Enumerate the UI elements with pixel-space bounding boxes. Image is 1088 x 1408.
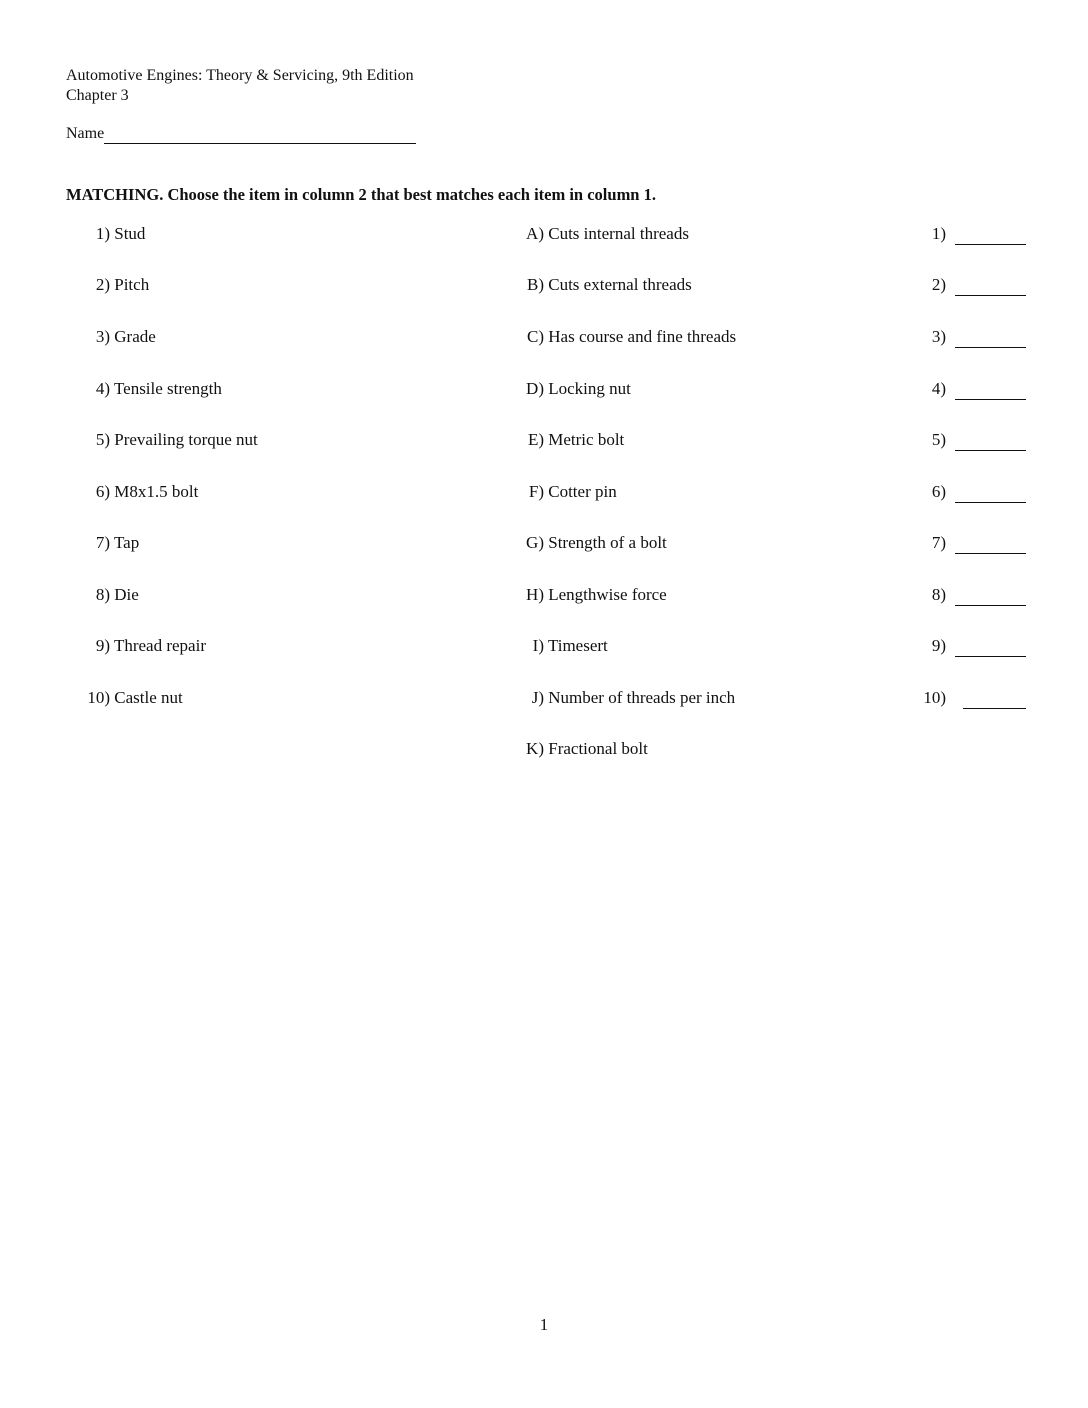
column2-item	[500, 378, 631, 400]
answer-number: 1)	[931, 224, 946, 243]
column1-item	[0, 584, 183, 606]
column1-item-text: Die	[114, 585, 139, 604]
column2-item	[500, 635, 608, 657]
answer-blank[interactable]	[955, 636, 1026, 657]
answer-row	[910, 635, 1026, 657]
column2-item	[500, 532, 667, 554]
column2-item-letter: K)	[526, 739, 544, 758]
column2-item-letter: J)	[531, 688, 544, 707]
answer-number: 8)	[931, 585, 946, 604]
column2-item	[500, 326, 736, 348]
answer-row	[910, 274, 1026, 296]
column2-item-text: Lengthwise force	[548, 585, 667, 604]
column2-item-letter: E)	[527, 430, 544, 449]
answer-row	[910, 481, 1026, 503]
column2-item-letter: C)	[527, 327, 544, 346]
column2-item-text: Strength of a bolt	[548, 533, 667, 552]
column1-item-number: 7)	[95, 533, 110, 552]
chapter-label: Chapter 3	[66, 87, 129, 104]
column2-item-text: Timesert	[547, 636, 608, 655]
name-field	[66, 124, 416, 144]
answer-row	[910, 326, 1026, 348]
answer-row	[910, 584, 1026, 606]
column2-item-letter: I)	[532, 636, 544, 655]
column1-item	[0, 326, 183, 348]
column2-item-letter: H)	[526, 585, 544, 604]
column1-item-text: Thread repair	[113, 636, 206, 655]
answer-blank[interactable]	[955, 275, 1026, 296]
answer-number: 7)	[931, 533, 946, 552]
column2-item-letter: G)	[526, 533, 544, 552]
answer-blank[interactable]	[955, 585, 1026, 606]
matching-instructions: MATCHING. Choose the item in column 2 that best matches each item in column 1.	[66, 185, 656, 204]
column2-item	[500, 738, 648, 760]
column2-item	[500, 223, 689, 245]
column1-item-text: Grade	[114, 327, 156, 346]
column2-item-text: Cotter pin	[548, 482, 617, 501]
column1-item-number: 9)	[95, 636, 110, 655]
column1-item-number: 1)	[95, 224, 110, 243]
answer-number: 4)	[931, 379, 946, 398]
column1-item	[0, 429, 258, 451]
answer-blank[interactable]	[955, 327, 1026, 348]
column1-item-number: 8)	[95, 585, 110, 604]
column1-item	[0, 635, 206, 657]
answer-blank[interactable]	[955, 482, 1026, 503]
column2-item-text: Cuts external threads	[548, 275, 692, 294]
column1-item	[0, 223, 183, 245]
column2-item-letter: F)	[528, 482, 544, 501]
column1-item-text: Castle nut	[114, 688, 183, 707]
book-title: Automotive Engines: Theory & Servicing, 9th Edition	[66, 67, 414, 84]
column2-item	[500, 481, 617, 503]
column2-item	[500, 584, 667, 606]
column2-item-letter: B)	[527, 275, 544, 294]
column1-item	[0, 532, 183, 554]
column1-item	[0, 378, 222, 400]
answer-blank[interactable]	[955, 533, 1026, 554]
column2-item	[500, 274, 692, 296]
column1-item-number: 3)	[95, 327, 110, 346]
column1-item	[0, 687, 183, 709]
column2-item	[500, 687, 735, 709]
document-header	[66, 66, 414, 106]
column1-item-number: 4)	[95, 379, 110, 398]
column1-item	[0, 274, 183, 296]
column2-item-text: Fractional bolt	[548, 739, 648, 758]
name-blank[interactable]	[104, 125, 416, 144]
column1-item-number: 2)	[95, 275, 110, 294]
name-label: Name	[66, 125, 105, 142]
column2-item-text: Locking nut	[548, 379, 631, 398]
column1-item-number: 10)	[87, 688, 110, 707]
column1-item	[0, 481, 199, 503]
answer-number: 5)	[931, 430, 946, 449]
column2-item	[500, 429, 624, 451]
column1-item-number: 6)	[95, 482, 110, 501]
column1-item-text: Stud	[114, 224, 146, 243]
answer-blank[interactable]	[955, 430, 1026, 451]
answer-number: 3)	[931, 327, 946, 346]
answer-blank[interactable]	[955, 224, 1026, 245]
answer-row	[910, 378, 1026, 400]
page-number: 1	[539, 1315, 549, 1334]
answer-number: 2)	[931, 275, 946, 294]
answer-number: 10)	[923, 688, 946, 707]
answer-blank[interactable]	[963, 688, 1026, 709]
answer-number: 6)	[931, 482, 946, 501]
column1-item-text: Prevailing torque nut	[114, 430, 258, 449]
answer-row	[910, 532, 1026, 554]
column1-item-text: Tap	[113, 533, 140, 552]
column2-item-letter: A)	[526, 224, 544, 243]
answer-blank[interactable]	[955, 379, 1026, 400]
column1-item-text: Tensile strength	[113, 379, 222, 398]
column2-item-text: Cuts internal threads	[548, 224, 689, 243]
column2-item-text: Has course and fine threads	[548, 327, 737, 346]
column1-item-number: 5)	[95, 430, 110, 449]
column2-item-text: Number of threads per inch	[548, 688, 736, 707]
column2-item-letter: D)	[526, 379, 544, 398]
answer-row	[910, 223, 1026, 245]
answer-row	[910, 429, 1026, 451]
answer-row	[910, 687, 1026, 709]
column1-item-text: M8x1.5 bolt	[114, 482, 199, 501]
column2-item-text: Metric bolt	[548, 430, 625, 449]
column1-item-text: Pitch	[114, 275, 150, 294]
answer-number: 9)	[931, 636, 946, 655]
